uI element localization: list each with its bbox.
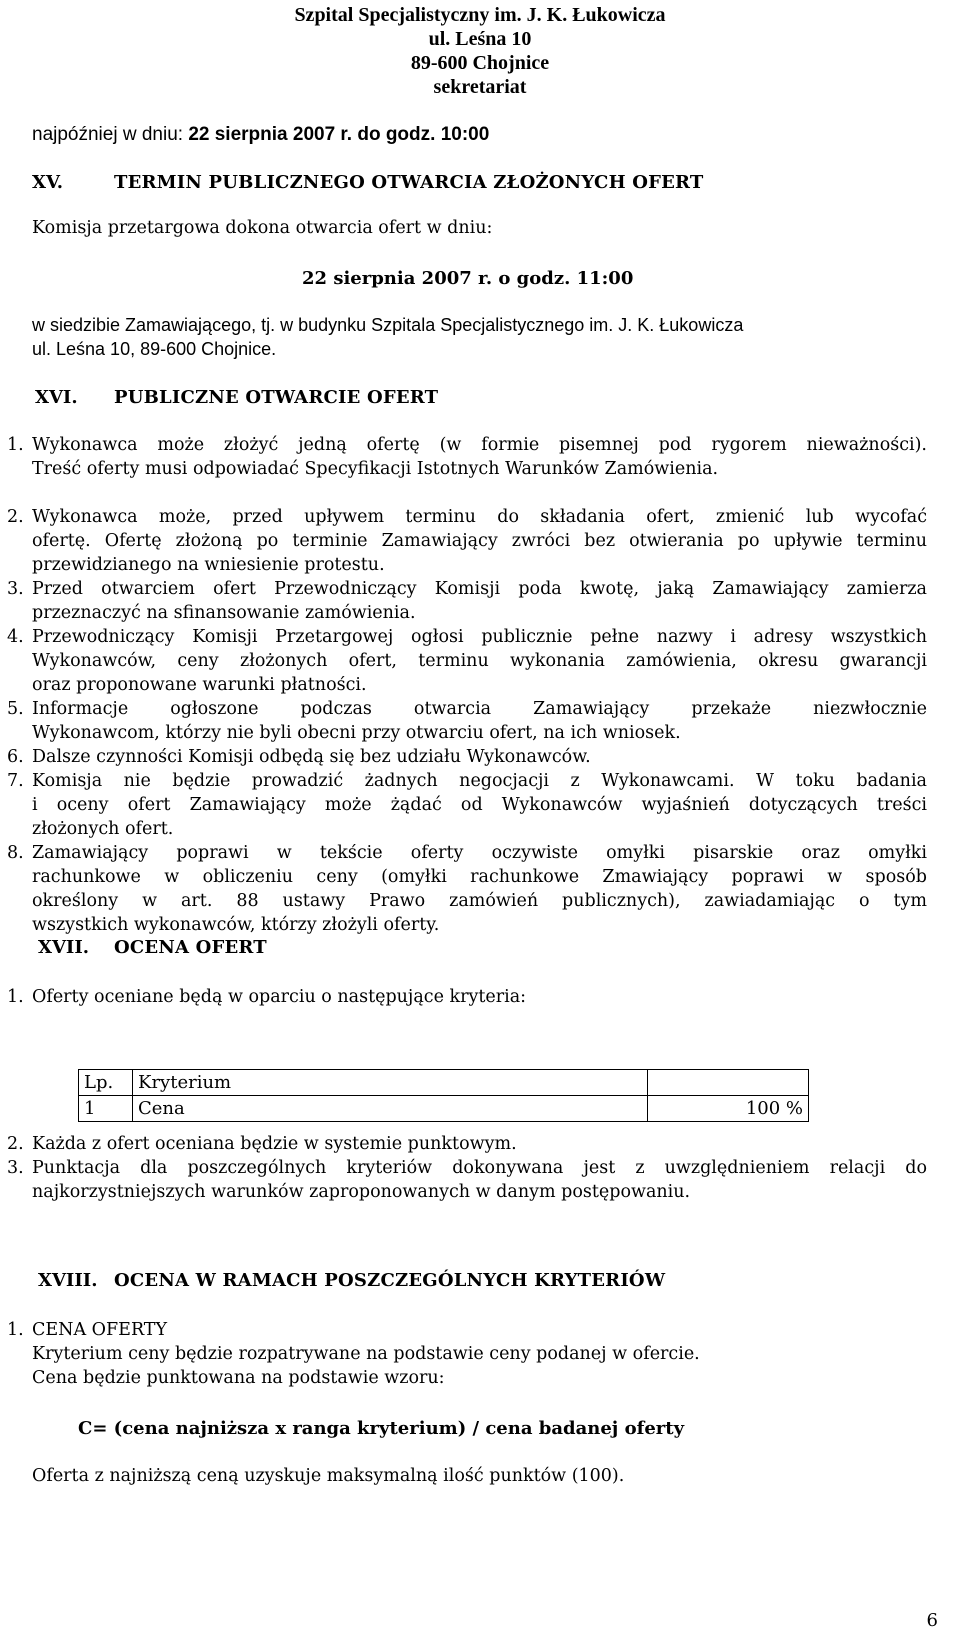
hospital-department: sekretariat xyxy=(433,76,527,98)
max-points-note: Oferta z najniższą ceną uzyskuje maksymalną ilość punktów (100). xyxy=(32,1466,625,1486)
list-item-line: Przewodniczący Komisji Przetargowej ogłosi publicznie pełne nazwy i adresy wszystkich xyxy=(32,627,927,647)
table-row xyxy=(79,1096,809,1122)
list-item-line: oraz proponowane warunki płatności. xyxy=(32,675,367,695)
list-item-line: wszystkich wykonawców, którzy złożyli oferty. xyxy=(32,915,440,935)
list-item-number: 2. xyxy=(7,507,24,527)
list-item-line: i oceny ofert Zamawiający może żądać od Wykonawców wyjaśnień dotyczących treści xyxy=(32,795,927,815)
list-item-line: Wykonawcom, którzy nie byli obecni przy otwarciu ofert, na ich wniosek. xyxy=(32,723,681,743)
deadline-prefix: najpóźniej w dniu: xyxy=(32,124,189,145)
price-formula: C= (cena najniższa x ranga kryterium) / cena badanej oferty xyxy=(78,1418,685,1439)
list-item-line: przewidzianego na wniesienie protestu. xyxy=(32,555,385,575)
section-17-item-2-number: 2. xyxy=(7,1134,24,1154)
section-15-number: XV. xyxy=(32,172,64,193)
list-item-number: 6. xyxy=(7,747,24,767)
section-17-item-3-line-2: najkorzystniejszych warunków zaproponowanych w danym postępowaniu. xyxy=(32,1182,691,1202)
section-18-item-1-number: 1. xyxy=(7,1320,24,1340)
section-17-title: OCENA OFERT xyxy=(114,937,267,958)
hospital-name: Szpital Specjalistyczny im. J. K. Łukowicza xyxy=(294,4,666,26)
section-17-number: XVII. xyxy=(38,937,90,958)
list-item-number: 3. xyxy=(7,579,24,599)
section-16-title: PUBLICZNE OTWARCIE OFERT xyxy=(114,387,439,408)
submission-deadline xyxy=(32,124,489,146)
cell-criterion: Cena xyxy=(133,1096,648,1122)
list-item-line: Zamawiający poprawi w tekście oferty oczywiste omyłki pisarskie oraz omyłki xyxy=(32,843,927,863)
list-item-number: 1. xyxy=(7,435,24,455)
section-17-item-2-text: Każda z ofert oceniana będzie w systemie punktowym. xyxy=(32,1134,517,1154)
cell-weight: 100 % xyxy=(648,1096,809,1122)
list-item-line: Przed otwarciem ofert Przewodniczący Komisji poda kwotę, jaką Zamawiający zamierza xyxy=(32,579,927,599)
header-cell-criterion: Kryterium xyxy=(133,1070,648,1096)
cell-lp: 1 xyxy=(79,1096,133,1122)
opening-date: 22 sierpnia 2007 r. o godz. 11:00 xyxy=(302,268,634,289)
list-item-line: Wykonawca może złożyć jedną ofertę (w formie pisemnej pod rygorem nieważności). xyxy=(32,435,927,455)
list-item-line: Informacje ogłoszone podczas otwarcia Zamawiający przekaże niezwłocznie xyxy=(32,699,927,719)
list-item-number: 8. xyxy=(7,843,24,863)
opening-place-line-2: ul. Leśna 10, 89-600 Chojnice. xyxy=(32,339,277,359)
section-16-number: XVI. xyxy=(35,387,78,408)
table-header-row xyxy=(79,1070,809,1096)
section-15-intro: Komisja przetargowa dokona otwarcia ofert w dniu: xyxy=(32,218,493,238)
section-18-number: XVIII. xyxy=(38,1270,98,1291)
section-15-title: TERMIN PUBLICZNEGO OTWARCIA ZŁOŻONYCH OFERT xyxy=(114,172,704,193)
section-17-item-3-line-1: Punktacja dla poszczególnych kryteriów dokonywana jest z uwzględnieniem relacji do xyxy=(32,1158,927,1178)
list-item-line: złożonych ofert. xyxy=(32,819,174,839)
list-item-line: Treść oferty musi odpowiadać Specyfikacji Istotnych Warunków Zamówienia. xyxy=(32,459,719,479)
list-item-line: Wykonawców, ceny złożonych ofert, terminu wykonania zamówienia, okresu gwarancji xyxy=(32,651,927,671)
section-17-item-1-text: Oferty oceniane będą w oparciu o następujące kryteria: xyxy=(32,987,527,1007)
list-item-line: określony w art. 88 ustawy Prawo zamówień publicznych), zawiadamiając o tym xyxy=(32,891,927,911)
list-item-number: 7. xyxy=(7,771,24,791)
section-17-item-1-number: 1. xyxy=(7,987,24,1007)
section-18-title: OCENA W RAMACH POSZCZEGÓLNYCH KRYTERIÓW xyxy=(114,1270,666,1291)
section-18-item-1-title: CENA OFERTY xyxy=(32,1320,168,1340)
price-criterion-description: Kryterium ceny będzie rozpatrywane na podstawie ceny podanej w ofercie. xyxy=(32,1344,700,1364)
list-item-line: Dalsze czynności Komisji odbędą się bez udziału Wykonawców. xyxy=(32,747,591,767)
list-item-number: 5. xyxy=(7,699,24,719)
list-item-line: przeznaczyć na sfinansowanie zamówienia. xyxy=(32,603,416,623)
criteria-table xyxy=(78,1069,809,1122)
list-item-number: 4. xyxy=(7,627,24,647)
hospital-city: 89-600 Chojnice xyxy=(410,52,550,74)
opening-place-line-1: w siedzibie Zamawiającego, tj. w budynku Szpitala Specjalistycznego im. J. K. Łukowicza xyxy=(32,315,744,335)
deadline-value: 22 sierpnia 2007 r. do godz. 10:00 xyxy=(188,124,490,145)
header-cell-weight xyxy=(648,1070,809,1096)
section-17-item-3-number: 3. xyxy=(7,1158,24,1178)
price-scoring-intro: Cena będzie punktowana na podstawie wzoru: xyxy=(32,1368,445,1388)
hospital-street: ul. Leśna 10 xyxy=(428,28,532,50)
list-item-line: rachunkowe w obliczeniu ceny (omyłki rachunkowe Zmawiający poprawi w sposób xyxy=(32,867,927,887)
header-cell-lp: Lp. xyxy=(79,1070,133,1096)
list-item-line: ofertę. Ofertę złożoną po terminie Zamawiający zwróci bez otwierania po upływie terminu xyxy=(32,531,927,551)
list-item-line: Wykonawca może, przed upływem terminu do składania ofert, zmienić lub wycofać xyxy=(32,507,927,527)
page-number: 6 xyxy=(926,1610,938,1631)
list-item-line: Komisja nie będzie prowadzić żadnych negocjacji z Wykonawcami. W toku badania xyxy=(32,771,927,791)
